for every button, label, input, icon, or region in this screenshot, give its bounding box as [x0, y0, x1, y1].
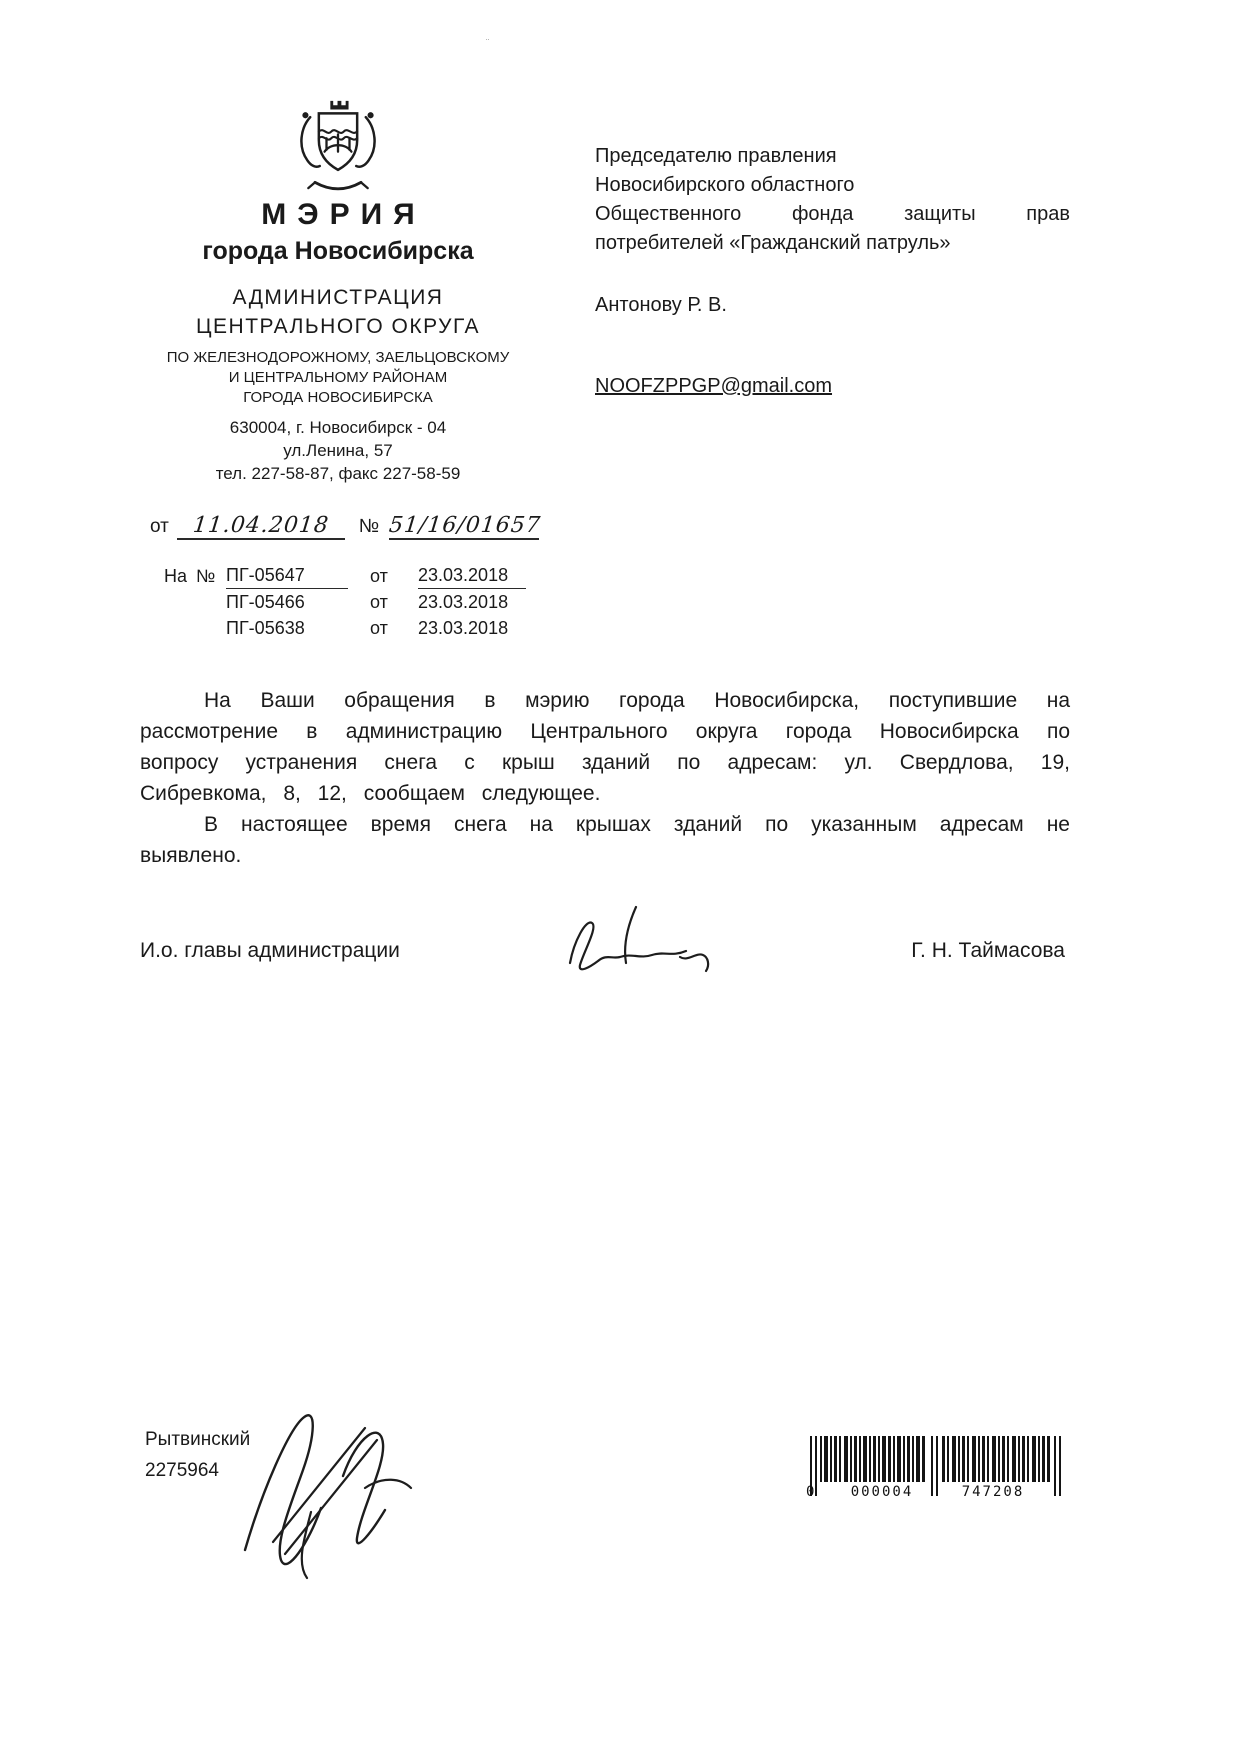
signer-name: Г. Н. Таймасова — [911, 939, 1065, 962]
postal-address: 630004, г. Новосибирск - 04 — [229, 418, 447, 437]
district-line2: И ЦЕНТРАЛЬНОМУ РАЙОНАМ — [228, 369, 448, 386]
body-paragraph: На Ваши обращения в мэрию города Новосибирска, поступившие на рассмотрение в администрацию Центрального округа города Новосибирска по вопросу устранения снега с крыш зданий по адресам: ул. Свердлова, 19, Сибревкома, 8, 12, сообщаем следующее. — [140, 689, 1070, 805]
outgoing-number-sign: № — [358, 516, 380, 537]
barcode — [806, 1436, 1068, 1500]
executor-signature-icon — [215, 1392, 445, 1582]
scan-artifact: ¨ — [486, 38, 490, 49]
letter-body — [140, 685, 1070, 871]
head-signature-icon — [540, 899, 740, 999]
letterhead-left-column — [116, 96, 560, 485]
incoming-from-label: от — [370, 618, 388, 638]
incoming-number-sign: № — [196, 566, 216, 586]
district-line1: ПО ЖЕЛЕЗНОДОРОЖНОМУ, ЗАЕЛЬЦОВСКОМУ — [166, 349, 510, 366]
addressee-block — [595, 96, 1070, 485]
outgoing-number-slot — [387, 513, 543, 540]
incoming-number: ПГ-05638 — [226, 618, 305, 638]
barcode-digit-prefix: 0 — [806, 1484, 817, 1500]
incoming-references — [164, 562, 1240, 641]
incoming-ref-row — [164, 562, 1240, 589]
incoming-na-label: На — [164, 566, 188, 586]
barcode-digits-right: 747208 — [961, 1484, 1025, 1500]
signature-row — [140, 939, 1065, 963]
department-line2: ЦЕНТРАЛЬНОГО ОКРУГА — [196, 315, 480, 338]
phone-fax-line: тел. 227-58-87, факс 227-58-59 — [215, 464, 461, 483]
incoming-from-label: от — [370, 566, 388, 586]
signer-position-title: И.о. главы администрации — [140, 939, 400, 962]
addressee-line: Председателю правления — [595, 145, 837, 167]
district-line3: ГОРОДА НОВОСИБИРСКА — [243, 389, 433, 406]
incoming-number: ПГ-05647 — [226, 562, 348, 589]
executor-phone: 2275964 — [145, 1460, 219, 1481]
incoming-date: 23.03.2018 — [418, 618, 509, 638]
outgoing-from-label: от — [150, 516, 169, 537]
handwritten-date: 11.04.2018 — [191, 513, 331, 538]
street-address: ул.Ленина, 57 — [283, 441, 393, 460]
handwritten-number: 51/16/01657 — [387, 513, 543, 538]
barcode-digits — [806, 1484, 1068, 1500]
incoming-from-label: от — [370, 592, 388, 612]
outgoing-date-slot — [177, 513, 345, 540]
addressee-line: потребителей «Гражданский патруль» — [595, 232, 951, 254]
addressee-email: NOOFZPPGP@gmail.com — [595, 375, 833, 397]
org-subtitle: города Новосибирска — [202, 237, 474, 265]
incoming-number: ПГ-05466 — [226, 592, 305, 612]
addressee-name: Антонову Р. В. — [595, 294, 727, 316]
body-paragraph: В настоящее время снега на крышах зданий по указанным адресам не выявлено. — [140, 813, 1070, 867]
org-title: МЭРИЯ — [261, 198, 426, 231]
addressee-text — [595, 142, 1070, 258]
letterhead — [0, 0, 1240, 485]
executor-name: Рытвинский — [145, 1429, 251, 1450]
incoming-date: 23.03.2018 — [418, 562, 526, 589]
incoming-ref-row — [164, 615, 1240, 641]
novosibirsk-coat-of-arms-icon — [116, 96, 560, 188]
outgoing-reference-line — [150, 513, 1240, 540]
department-line1: АДМИНИСТРАЦИЯ — [232, 286, 444, 309]
addressee-line: Новосибирского областного — [595, 174, 855, 196]
addressee-line: Общественного фонда защиты прав — [595, 203, 1070, 225]
incoming-ref-row — [164, 589, 1240, 615]
incoming-date: 23.03.2018 — [418, 592, 509, 612]
barcode-digits-left: 000004 — [850, 1484, 914, 1500]
